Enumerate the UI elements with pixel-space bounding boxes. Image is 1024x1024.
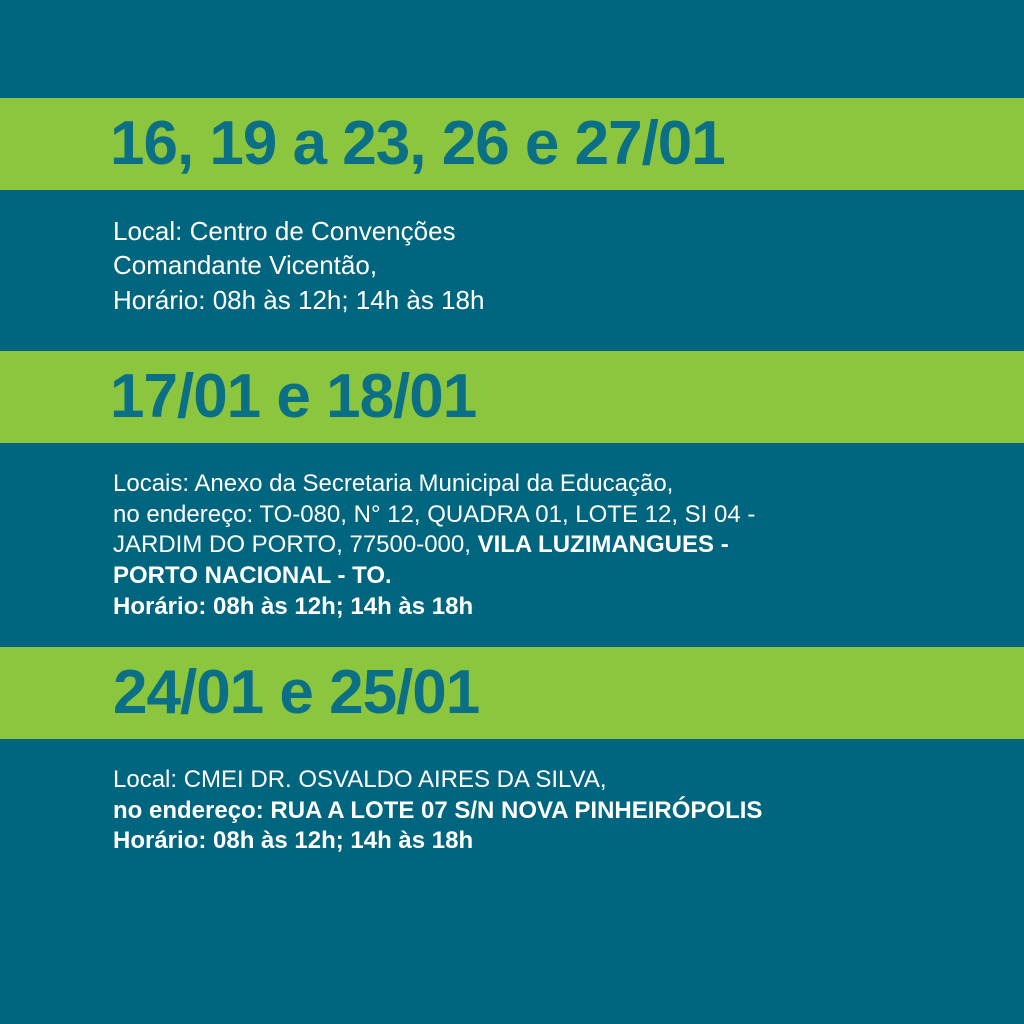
info-block-2	[0, 443, 1024, 647]
info-line-plain: JARDIM DO PORTO, 77500-000,	[113, 531, 478, 559]
info-line: Local: Centro de Convenções	[113, 216, 456, 246]
info-line: Horário: 08h às 12h; 14h às 18h	[113, 827, 474, 855]
info-block-3	[0, 739, 1024, 857]
date-band-3	[0, 647, 1024, 739]
date-heading-3: 24/01 e 25/01	[113, 658, 480, 727]
info-line: Locais: Anexo da Secretaria Municipal da Educação,	[113, 470, 674, 497]
info-line: Comandante Vicentão,	[113, 250, 378, 281]
bottom-spacer	[0, 857, 1024, 1024]
date-band-1	[0, 98, 1024, 190]
info-block-1	[0, 190, 1024, 351]
info-line: Horário: 08h às 12h; 14h às 18h	[113, 592, 474, 620]
info-line-emphasis: VILA LUZIMANGUES -	[477, 531, 729, 559]
info-line-mixed	[113, 530, 964, 561]
top-spacer	[0, 0, 1024, 98]
info-line: Local: CMEI DR. OSVALDO AIRES DA SILVA,	[113, 766, 607, 793]
info-line: Horário: 08h às 12h; 14h às 18h	[113, 284, 485, 315]
date-heading-1: 16, 19 a 23, 26 e 27/01	[110, 109, 725, 178]
info-line: no endereço: TO-080, N° 12, QUADRA 01, LOTE 12, SI 04 -	[113, 500, 756, 528]
info-line: no endereço: RUA A LOTE 07 S/N NOVA PINHEIRÓPOLIS	[113, 796, 763, 824]
info-line: PORTO NACIONAL - TO.	[113, 562, 392, 590]
date-band-2	[0, 351, 1024, 443]
date-heading-2: 17/01 e 18/01	[110, 362, 477, 431]
